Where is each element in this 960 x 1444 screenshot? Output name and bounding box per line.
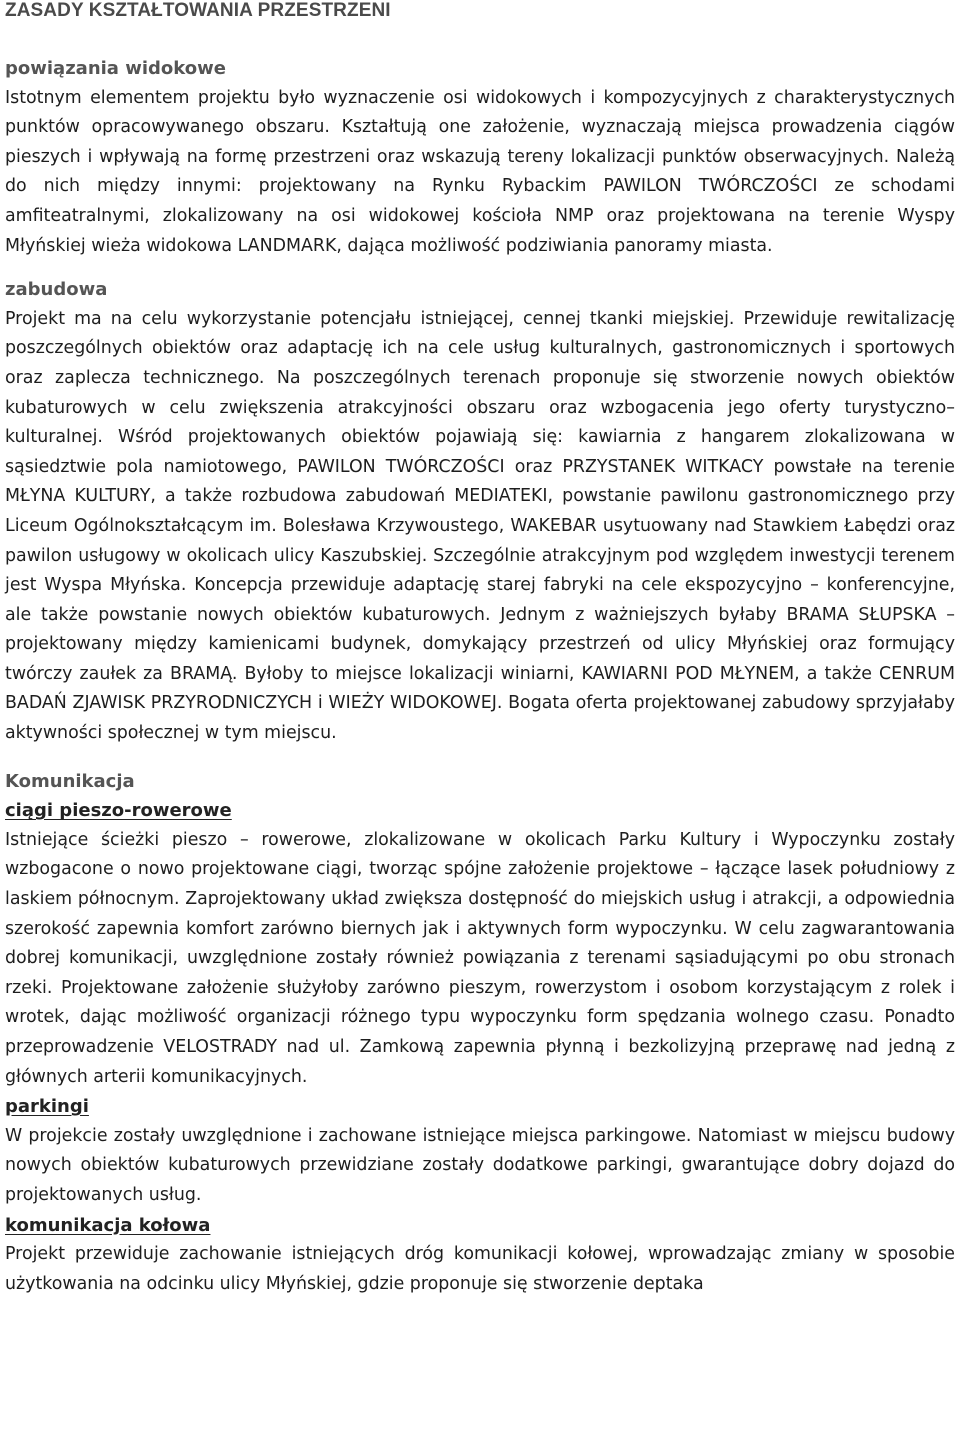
document-title: ZASADY KSZTAŁTOWANIA PRZESTRZENI [5,0,391,21]
section-heading: Komunikacja [5,770,135,792]
document-page [5,0,955,1299]
subsection-paragraph-parkingi: W projekcie zostały uwzględnione i zachowane istniejące miejsca parkingowe. Natomiast w miejscu budowy nowych obiektów kubaturowych przewidziane zostały dodatkowe parkingi, gwarantujące dobry dojazd do projektowanych usług. [5,1125,955,1205]
section-paragraph: Istotnym elementem projektu było wyznaczenie osi widokowych i kompozycyjnych z charakterystycznych punktów opracowywanego obszaru. Kształtują one założenie, wyznaczają miejsca prowadzenia ciągów pieszych i wpływają na formę przestrzeni oraz wskazują tereny lokalizacji punktów obserwacyjnych. Należą do nich między innymi: projektowany na Rynku Rybackim PAWILON TWÓRCZOŚCI ze schodami amfiteatralnymi, zlokalizowany na osi widokowej kościoła NMP oraz projektowana na terenie Wyspy Młyńskiej wieża widokowa LANDMARK, dająca możliwość podziwiania panoramy miasta. [5,87,955,256]
section-komunikacja [5,767,955,1300]
section-powiazania-widokowe [5,54,955,261]
section-heading: powiązania widokowe [5,58,226,79]
section-zabudowa [5,275,955,749]
subsection-heading-parkingi: parkingi [5,1096,89,1118]
section-paragraph: Projekt ma na celu wykorzystanie potencjału istniejącej, cennej tkanki miejskiej. Przewiduje rewitalizację poszczególnych obiektów oraz adaptację ich na cele usług kulturalnych, gastronomicznych i sportowych oraz zaplecza technicznego. Na poszczególnych terenach proponuje się stworzenie nowych obiektów kubaturowych w celu zwiększenia atrakcyjności obszaru oraz wzbogacenia jego oferty turystyczno–kulturalnej. Wśród projektowanych obiektów pojawiają się: kawiarnia z hangarem zlokalizowana w sąsiedztwie pola namiotowego, PAWILON TWÓRCZOŚCI oraz PRZYSTANEK WITKACY powstałe na terenie MŁYNA KULTURY, a także rozbudowa zabudowań MEDIATEKI, powstanie pawilonu gastronomicznego przy Liceum Ogólnokształcącym im. Bolesława Krzywoustego, WAKEBAR usytuowany nad Stawkiem Łabędzi oraz pawilon usługowy w okolicach ulicy Kaszubskiej. Szczególnie atrakcyjnym pod względem inwestycji terenem jest Wyspa Młyńska. Koncepcja przewiduje adaptację starej fabryki na cele ekspozycyjno – konferencyjne, ale także powstanie nowych obiektów kubaturowych. Jednym z ważniejszych byłaby BRAMA SŁUPSKA – projektowany między kamienicami budynek, domykający przestrzeń od ulicy Młyńskiej oraz formujący twórczy zaułek za BRAMĄ. Byłoby to miejsce lokalizacji winiarni, KAWIARNI POD MŁYNEM, a także CENRUM BADAŃ ZJAWISK PRZYRODNICZYCH i WIEŻY WIDOKOWEJ. Bogata oferta projektowanej zabudowy sprzyjałaby aktywności społecznej w tym miejscu. [5,308,955,744]
subsection-paragraph-ciagi: Istniejące ścieżki pieszo – rowerowe, zlokalizowane w okolicach Parku Kultury i Wypoczynku zostały wzbogacone o nowo projektowane ciągi, tworząc spójne założenie projektowe – łączące lasek południowy z laskiem północnym. Zaprojektowany układ zwiększa dostępność do miejskich usług i atrakcji, a odpowiednia szerokość zapewnia komfort zarówno biernych jak i aktywnych form wypoczynku. W celu zagwarantowania dobrej komunikacji, uwzględnione zostały również powiązania z terenami sąsiadującymi po obu stronach rzeki. Projektowane założenie służyłoby zarówno pieszym, rowerzystom i osobom korzystającym z rolek i wrotek, dając możliwość organizacji różnego typu wypoczynku form spędzania wolnego czasu. Ponadto przeprowadzenie VELOSTRADY nad ul. Zamkową zapewnia płynną i bezkolizyjną przeprawę nad jedną z głównych arterii komunikacyjnych. [5,829,955,1087]
subsection-heading-ciagi: ciągi pieszo-rowerowe [5,800,232,822]
subsection-paragraph-kolowa: Projekt przewiduje zachowanie istniejących dróg komunikacji kołowej, wprowadzając zmiany w sposobie użytkowania na odcinku ulicy Młyńskiej, gdzie proponuje się stworzenie deptaka [5,1244,955,1294]
section-heading: zabudowa [5,279,108,301]
subsection-heading-kolowa: komunikacja kołowa [5,1214,211,1236]
